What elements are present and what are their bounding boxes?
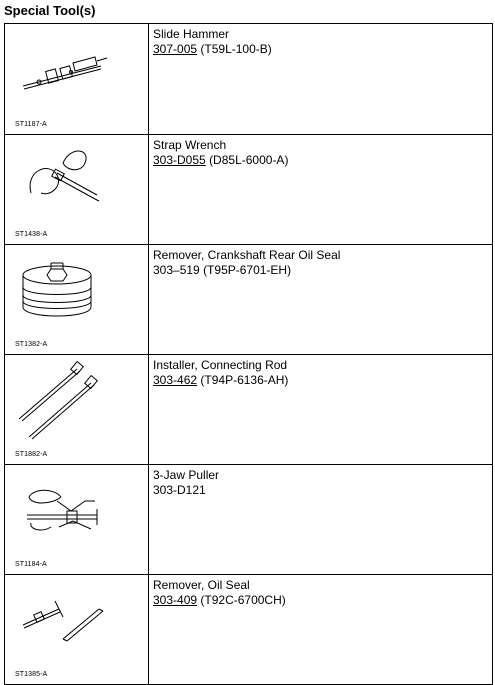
seal-remover-illustration bbox=[11, 251, 141, 331]
tool-image-code: ST1438-A bbox=[15, 231, 48, 238]
table-row bbox=[5, 245, 493, 355]
table-row bbox=[5, 135, 493, 245]
tool-number: 303-D121 bbox=[153, 483, 206, 497]
oil-seal-remover-illustration bbox=[11, 581, 141, 661]
tool-description-cell bbox=[149, 355, 493, 465]
tool-alt-number: (T94P-6136-AH) bbox=[200, 373, 289, 387]
page-heading: Special Tool(s) bbox=[4, 3, 96, 18]
tool-image-code: ST1184-A bbox=[15, 561, 47, 568]
tool-alt-number: (T95P-6701-EH) bbox=[203, 263, 292, 277]
tool-number-link[interactable]: 307-005 bbox=[153, 42, 198, 56]
three-jaw-puller-illustration bbox=[11, 471, 141, 551]
tool-description-cell bbox=[149, 245, 493, 355]
tool-illustration-cell bbox=[5, 24, 149, 135]
tool-name: 3-Jaw Puller bbox=[153, 468, 220, 482]
rod-installer-illustration bbox=[11, 361, 141, 441]
tool-image-code: ST1187-A bbox=[15, 121, 47, 128]
tool-number: 303–519 bbox=[153, 263, 200, 277]
tool-name: Remover, Oil Seal bbox=[153, 578, 250, 592]
tool-alt-number: (T92C-6700CH) bbox=[200, 593, 286, 607]
slide-hammer-illustration bbox=[11, 30, 141, 110]
tool-name: Slide Hammer bbox=[153, 27, 230, 41]
tool-name: Installer, Connecting Rod bbox=[153, 358, 288, 372]
tool-description-cell bbox=[149, 24, 493, 135]
tool-illustration-cell bbox=[5, 465, 149, 575]
tool-alt-number: (D85L-6000-A) bbox=[209, 153, 289, 167]
table-row bbox=[5, 355, 493, 465]
tool-description-cell bbox=[149, 465, 493, 575]
tool-description-cell bbox=[149, 575, 493, 685]
tool-alt-number: (T59L-100-B) bbox=[200, 42, 272, 56]
tool-description-cell bbox=[149, 135, 493, 245]
tool-image-code: ST1882-A bbox=[15, 451, 48, 458]
special-tools-table bbox=[4, 23, 493, 685]
table-row bbox=[5, 24, 493, 135]
tool-name: Strap Wrench bbox=[153, 138, 227, 152]
table-row bbox=[5, 575, 493, 685]
tool-name: Remover, Crankshaft Rear Oil Seal bbox=[153, 248, 341, 262]
tool-illustration-cell bbox=[5, 575, 149, 685]
tool-image-code: ST1382-A bbox=[15, 341, 48, 348]
tool-image-code: ST1385-A bbox=[15, 671, 48, 678]
tool-number-link[interactable]: 303-D055 bbox=[153, 153, 206, 167]
tool-illustration-cell bbox=[5, 355, 149, 465]
strap-wrench-illustration bbox=[11, 141, 141, 221]
tool-illustration-cell bbox=[5, 245, 149, 355]
tool-number-link[interactable]: 303-409 bbox=[153, 593, 198, 607]
tool-illustration-cell bbox=[5, 135, 149, 245]
table-row bbox=[5, 465, 493, 575]
tool-number-link[interactable]: 303-462 bbox=[153, 373, 198, 387]
